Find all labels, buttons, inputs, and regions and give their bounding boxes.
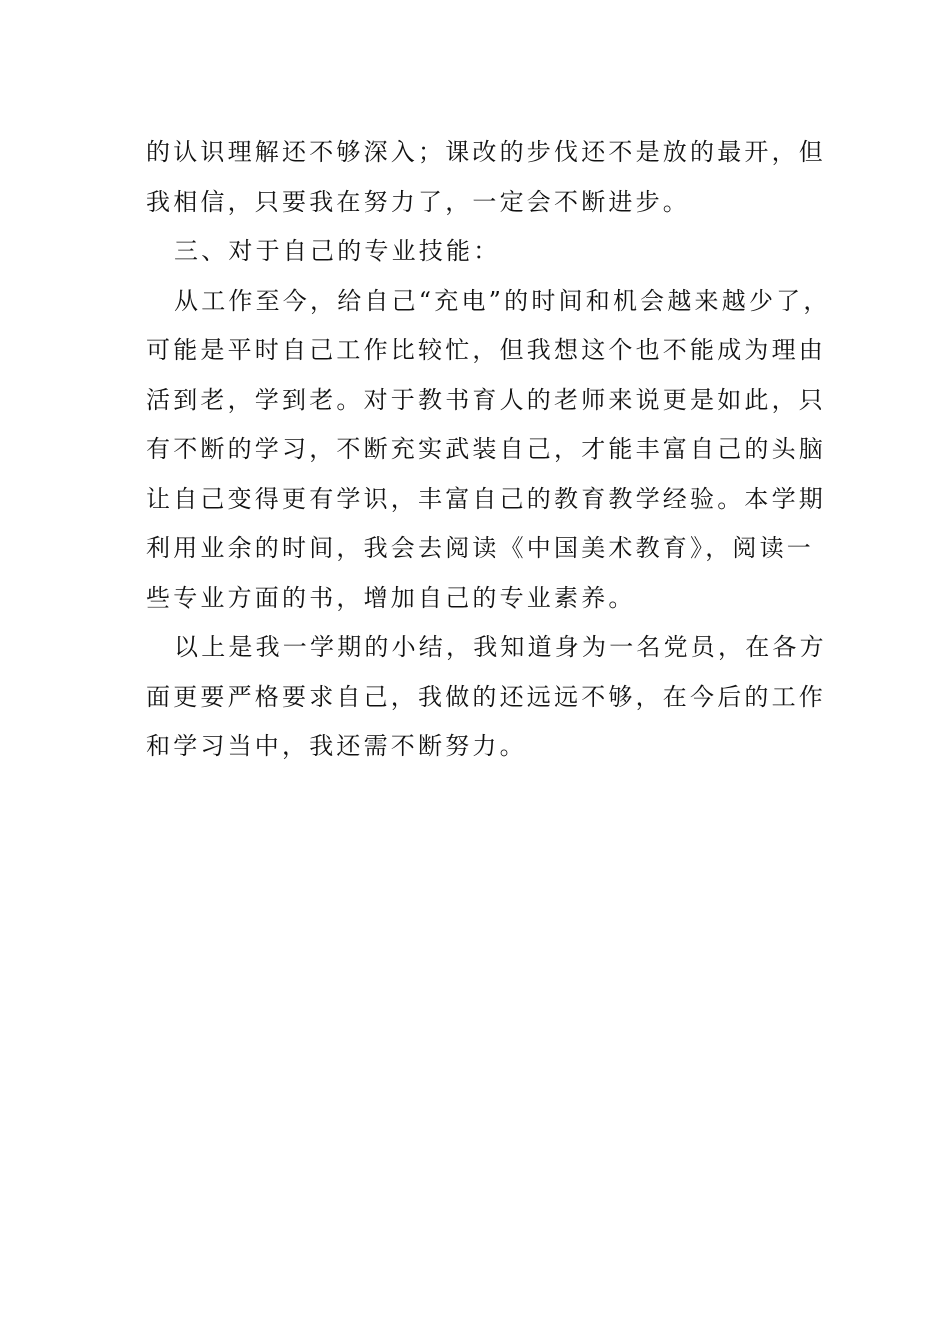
text-line-11: 以上是我一学期的小结，我知道身为一名党员，在各方 <box>174 633 827 661</box>
section-heading: 三、对于自己的专业技能： <box>174 237 501 265</box>
text-line-4: 从工作至今，给自己“充电”的时间和机会越来越少了， <box>174 286 831 315</box>
text-line-13: 和学习当中，我还需不断努力。 <box>146 732 527 760</box>
text-line-9: 利用业余的时间，我会去阅读《中国美术教育》，阅读一 <box>146 534 814 562</box>
text-line-2: 我相信，只要我在努力了，一定会不断进步。 <box>146 187 690 216</box>
text-line-6: 活到老，学到老。对于教书育人的老师来说更是如此，只 <box>146 385 826 414</box>
text-line-5: 可能是平时自己工作比较忙，但我想这个也不能成为理由 <box>146 336 826 364</box>
document-body <box>146 128 831 772</box>
text-line-7: 有不断的学习，不断充实武装自己，才能丰富自己的头脑 <box>146 435 826 463</box>
text-line-12: 面更要严格要求自己，我做的还远远不够，在今后的工作 <box>146 682 826 711</box>
text-line-8: 让自己变得更有学识，丰富自己的教育教学经验。本学期 <box>146 484 826 513</box>
text-line-1: 的认识理解还不够深入；课改的步伐还不是放的最开，但 <box>146 138 826 166</box>
text-line-10: 些专业方面的书，增加自己的专业素养。 <box>146 583 636 612</box>
